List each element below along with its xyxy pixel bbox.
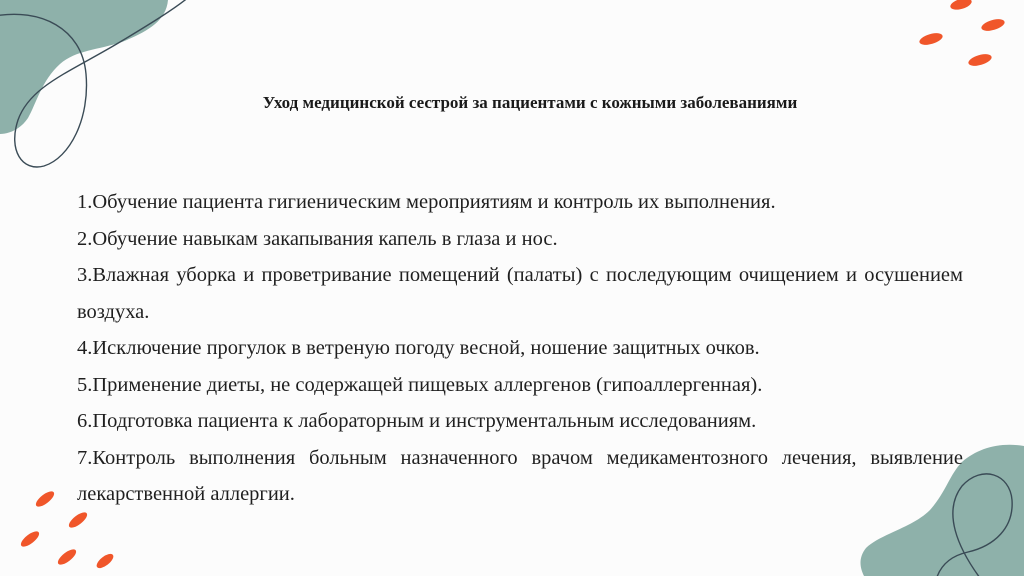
care-steps-list — [77, 184, 963, 513]
list-item: 3.Влажная уборка и проветривание помещений (палаты) с последующим очищением и осушением воздуха. — [77, 264, 963, 323]
list-item: 4.Исключение прогулок в ветреную погоду весной, ношение защитных очков. — [77, 337, 760, 359]
orange-dashes-top-right — [918, 0, 1006, 68]
list-item: 1.Обучение пациента гигиеническим мероприятиям и контроль их выполнения. — [77, 191, 776, 213]
list-item: 2.Обучение навыкам закапывания капель в глаза и нос. — [77, 227, 558, 250]
list-item: 5.Применение диеты, не содержащей пищевых аллергенов (гипоаллергенная). — [77, 373, 763, 396]
slide-title: Уход медицинской сестрой за пациентами с кожными заболеваниями — [262, 93, 798, 112]
list-item: 7.Контроль выполнения больным назначенного врачом медикаментозного лечения, выявление лекарственной аллергии. — [77, 446, 963, 505]
list-item: 6.Подготовка пациента к лабораторным и инструментальным исследованиям. — [77, 410, 757, 432]
